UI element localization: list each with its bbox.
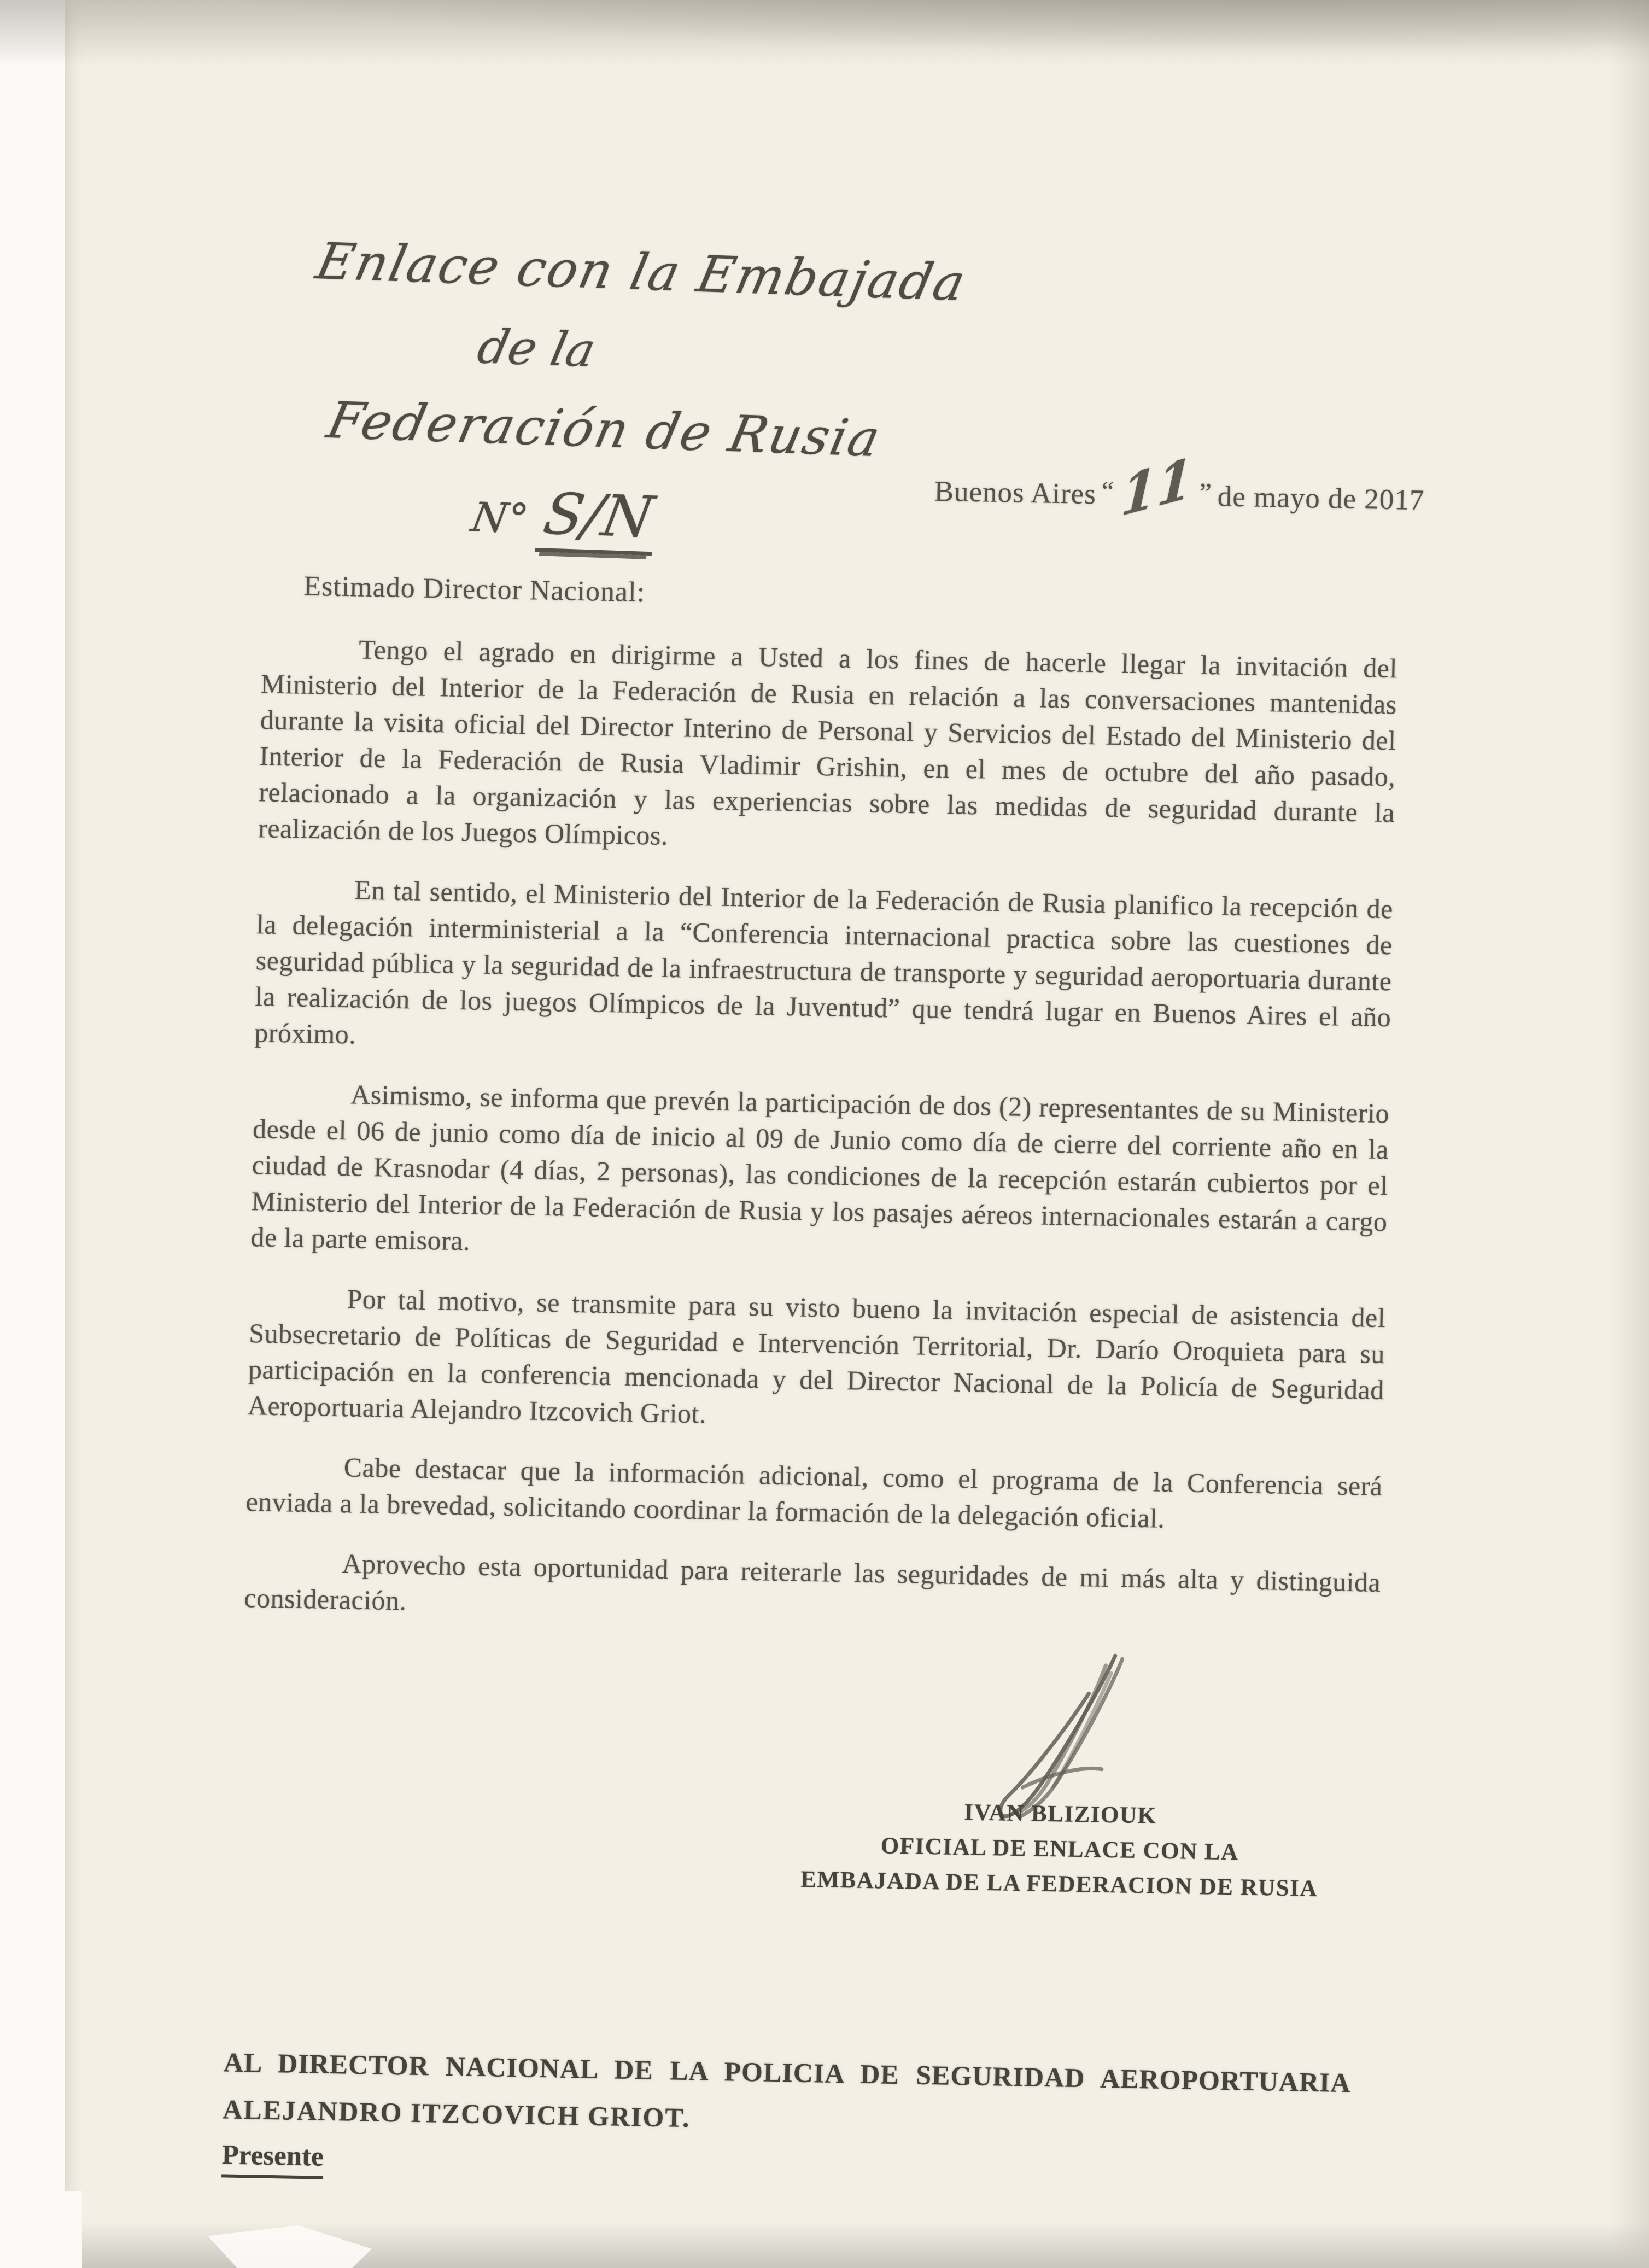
dateline-place: Buenos Aires <box>934 475 1097 511</box>
paragraph-5: Cabe destacar que la información adicional, como el programa de la Conferencia será enviada a la brevedad, solicitando coordinar la formación de la delegación oficial. <box>245 1452 1383 1534</box>
paragraph-2: En tal sentido, el Ministerio del Interior de la Federación de Rusia planifico la recepción de la delegación interministerial a la “Conferencia internacional practica sobre las cuestiones de seguridad pública y la seguridad de la infraestructura de transporte y seguridad aeroportuaria durante la realización de los juegos Olímpicos de la Juventud” que tendrá lugar en Buenos Aires el año próximo. <box>254 874 1394 1050</box>
reference-number <box>467 478 664 551</box>
paragraph-4: Por tal motivo, se transmite para su visto bueno la invitación especial de asistencia del Subsecretario de Políticas de Seguridad e Intervención Territorial, Dr. Darío Oroquieta para su participación en la conferencia mencionada y del Director Nacional de la Policía de Seguridad Aeroportuaria Alejandro Itzcovich Griot. <box>247 1283 1386 1429</box>
dateline-open-quote: “ <box>1101 475 1115 506</box>
addressee-block <box>223 2038 1352 2153</box>
signatory-title-line-2: EMBAJADA DE LA FEDERACION DE RUSIA <box>800 1866 1318 1902</box>
dateline <box>934 445 1425 529</box>
letterhead-line-3: Federación de Rusia <box>322 391 887 468</box>
signature-block <box>747 1791 1372 1908</box>
paragraph-1: Tengo el agrado en dirigirme a Usted a los fines de hacerle llegar la invitación del Ministerio del Interior de la Federación de Rusia en relación a las conversaciones mantenidas durante la visita oficial del Director Interino de Personal y Servicios del Estado del Ministerio del Interior de la Federación de Rusia Vladimir Grishin, en el mes de octubre del año pasado, relacionado a la organización y las experiencias sobre las medidas de seguridad durante la realización de los Juegos Olímpicos. <box>258 634 1398 851</box>
paragraph-3: Asimismo, se informa que prevén la participación de dos (2) representantes de su Ministerio desde el 06 de junio como día de inicio al 09 de Junio como día de cierre del corriente año en la ciudad de Krasnodar (4 días, 2 personas), las condiciones de la recepción estarán cubiertos por el Ministerio del Interior de la Federación de Rusia y los pasajes aéreos internacionales estarán a cargo de la parte emisora. <box>250 1079 1390 1256</box>
letterhead-line-1: Enlace con la Embajada <box>311 232 972 313</box>
presente-label: Presente <box>221 2139 324 2179</box>
reference-number-prefix: N° <box>467 494 532 543</box>
salutation: Estimado Director Nacional: <box>303 570 646 609</box>
addressee-line-1: AL DIRECTOR NACIONAL DE LA POLICIA DE SEGURIDAD AEROPORTUARIA <box>223 2047 1352 2099</box>
handwritten-day-mark: 11 <box>1119 445 1195 529</box>
letter-body <box>243 629 1398 1661</box>
dateline-close-quote: ” <box>1199 477 1213 508</box>
reference-number-value: S/N <box>535 481 664 556</box>
signatory-title-line-1: OFICIAL DE ENLACE CON LA <box>880 1833 1239 1866</box>
paragraph-6: Aprovecho esta oportunidad para reiterarle las seguridades de mi más alta y distinguida consideración. <box>243 1548 1381 1616</box>
addressee-line-2: ALEJANDRO ITZCOVICH GRIOT. <box>222 2094 691 2133</box>
signatory-name: IVAN BLIZIOUK <box>964 1799 1157 1829</box>
letterhead <box>302 231 972 551</box>
dateline-rest: de mayo de 2017 <box>1217 481 1425 517</box>
letterhead-line-2: de la <box>472 319 600 378</box>
